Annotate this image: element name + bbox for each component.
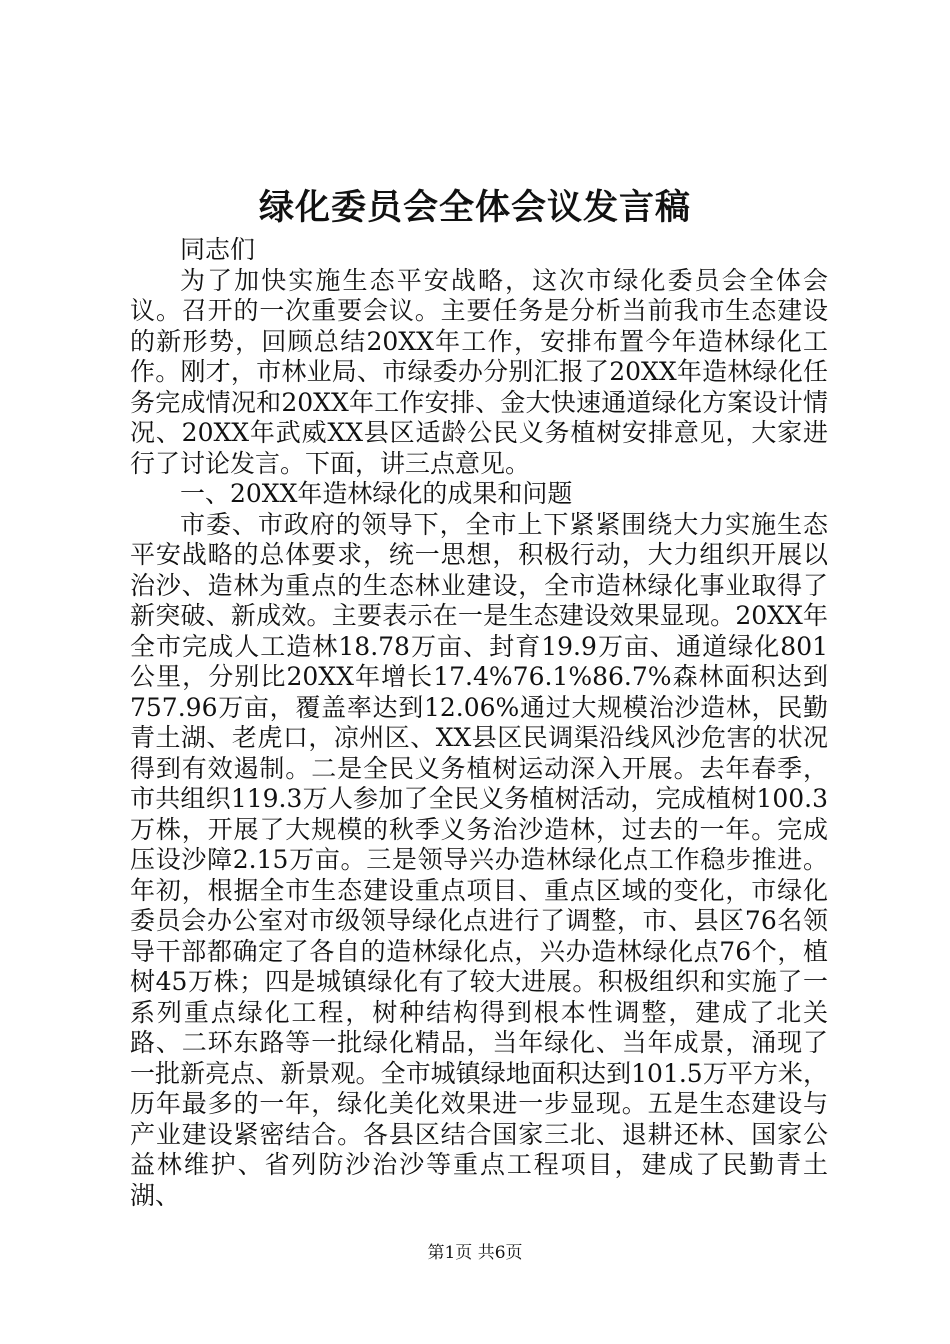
salutation-paragraph: 同志们 bbox=[180, 235, 256, 264]
document-title: 绿化委员会全体会议发言稿 bbox=[258, 187, 691, 228]
intro-paragraph: 为了加快实施生态平安战略，这次市绿化委员会全体会议。召开的一次重要会议。主要任务是分析当前我市生态建设的新形势，回顾总结20XX年工作，安排布置今年造林绿化工作。刚才，市林业局、市绿委办分别汇报了20XX年造林绿化任务完成情况和20XX年工作安排、金大快速通道绿化方案设计情况、20XX年武威XX县区适龄公民义务植树安排意见，大家进行了讨论发言。下面，讲三点意见。 bbox=[130, 265, 828, 478]
body-paragraph: 市委、市政府的领导下，全市上下紧紧围绕大力实施生态平安战略的总体要求，统一思想，积极行动，大力组织开展以治沙、造林为重点的生态林业建设，全市造林绿化事业取得了新突破、新成效。主要表示在一是生态建设效果显现。20XX年全市完成人工造林18.78万亩、封育19.9万亩、通道绿化801公里，分别比20XX年增长17.4%76.1%86.7%森林面积达到757.96万亩，覆盖率达到12.06%通过大规模治沙造林，民勤青土湖、老虎口，凉州区、XX县区民调渠沿线风沙危害的状况得到有效遏制。二是全民义务植树运动深入开展。去年春季，市共组织119.3万人参加了全民义务植树活动，完成植树100.3万株，开展了大规模的秋季义务治沙造林，过去的一年。完成压设沙障2.15万亩。三是领导兴办造林绿化点工作稳步推进。年初，根据全市生态建设重点项目、重点区域的变化，市绿化委员会办公室对市级领导绿化点进行了调整，市、县区76名领导干部都确定了各自的造林绿化点，兴办造林绿化点76个，植树45万株；四是城镇绿化有了较大进展。积极组织和实施了一系列重点绿化工程，树种结构得到根本性调整，建成了北关路、二环东路等一批绿化精品，当年绿化、当年成景，涌现了一批新亮点、新景观。全市城镇绿地面积达到101.5万平方米，历年最多的一年，绿化美化效果进一步显现。五是生态建设与产业建设紧密结合。各县区结合国家三北、退耕还林、国家公益林维护、省列防沙治沙等重点工程项目，建成了民勤青土湖、 bbox=[130, 509, 828, 1210]
section-heading: 一、20XX年造林绿化的成果和问题 bbox=[180, 479, 573, 508]
document-body bbox=[130, 235, 828, 1211]
page-footer: 第1页 共6页 bbox=[427, 1243, 523, 1263]
